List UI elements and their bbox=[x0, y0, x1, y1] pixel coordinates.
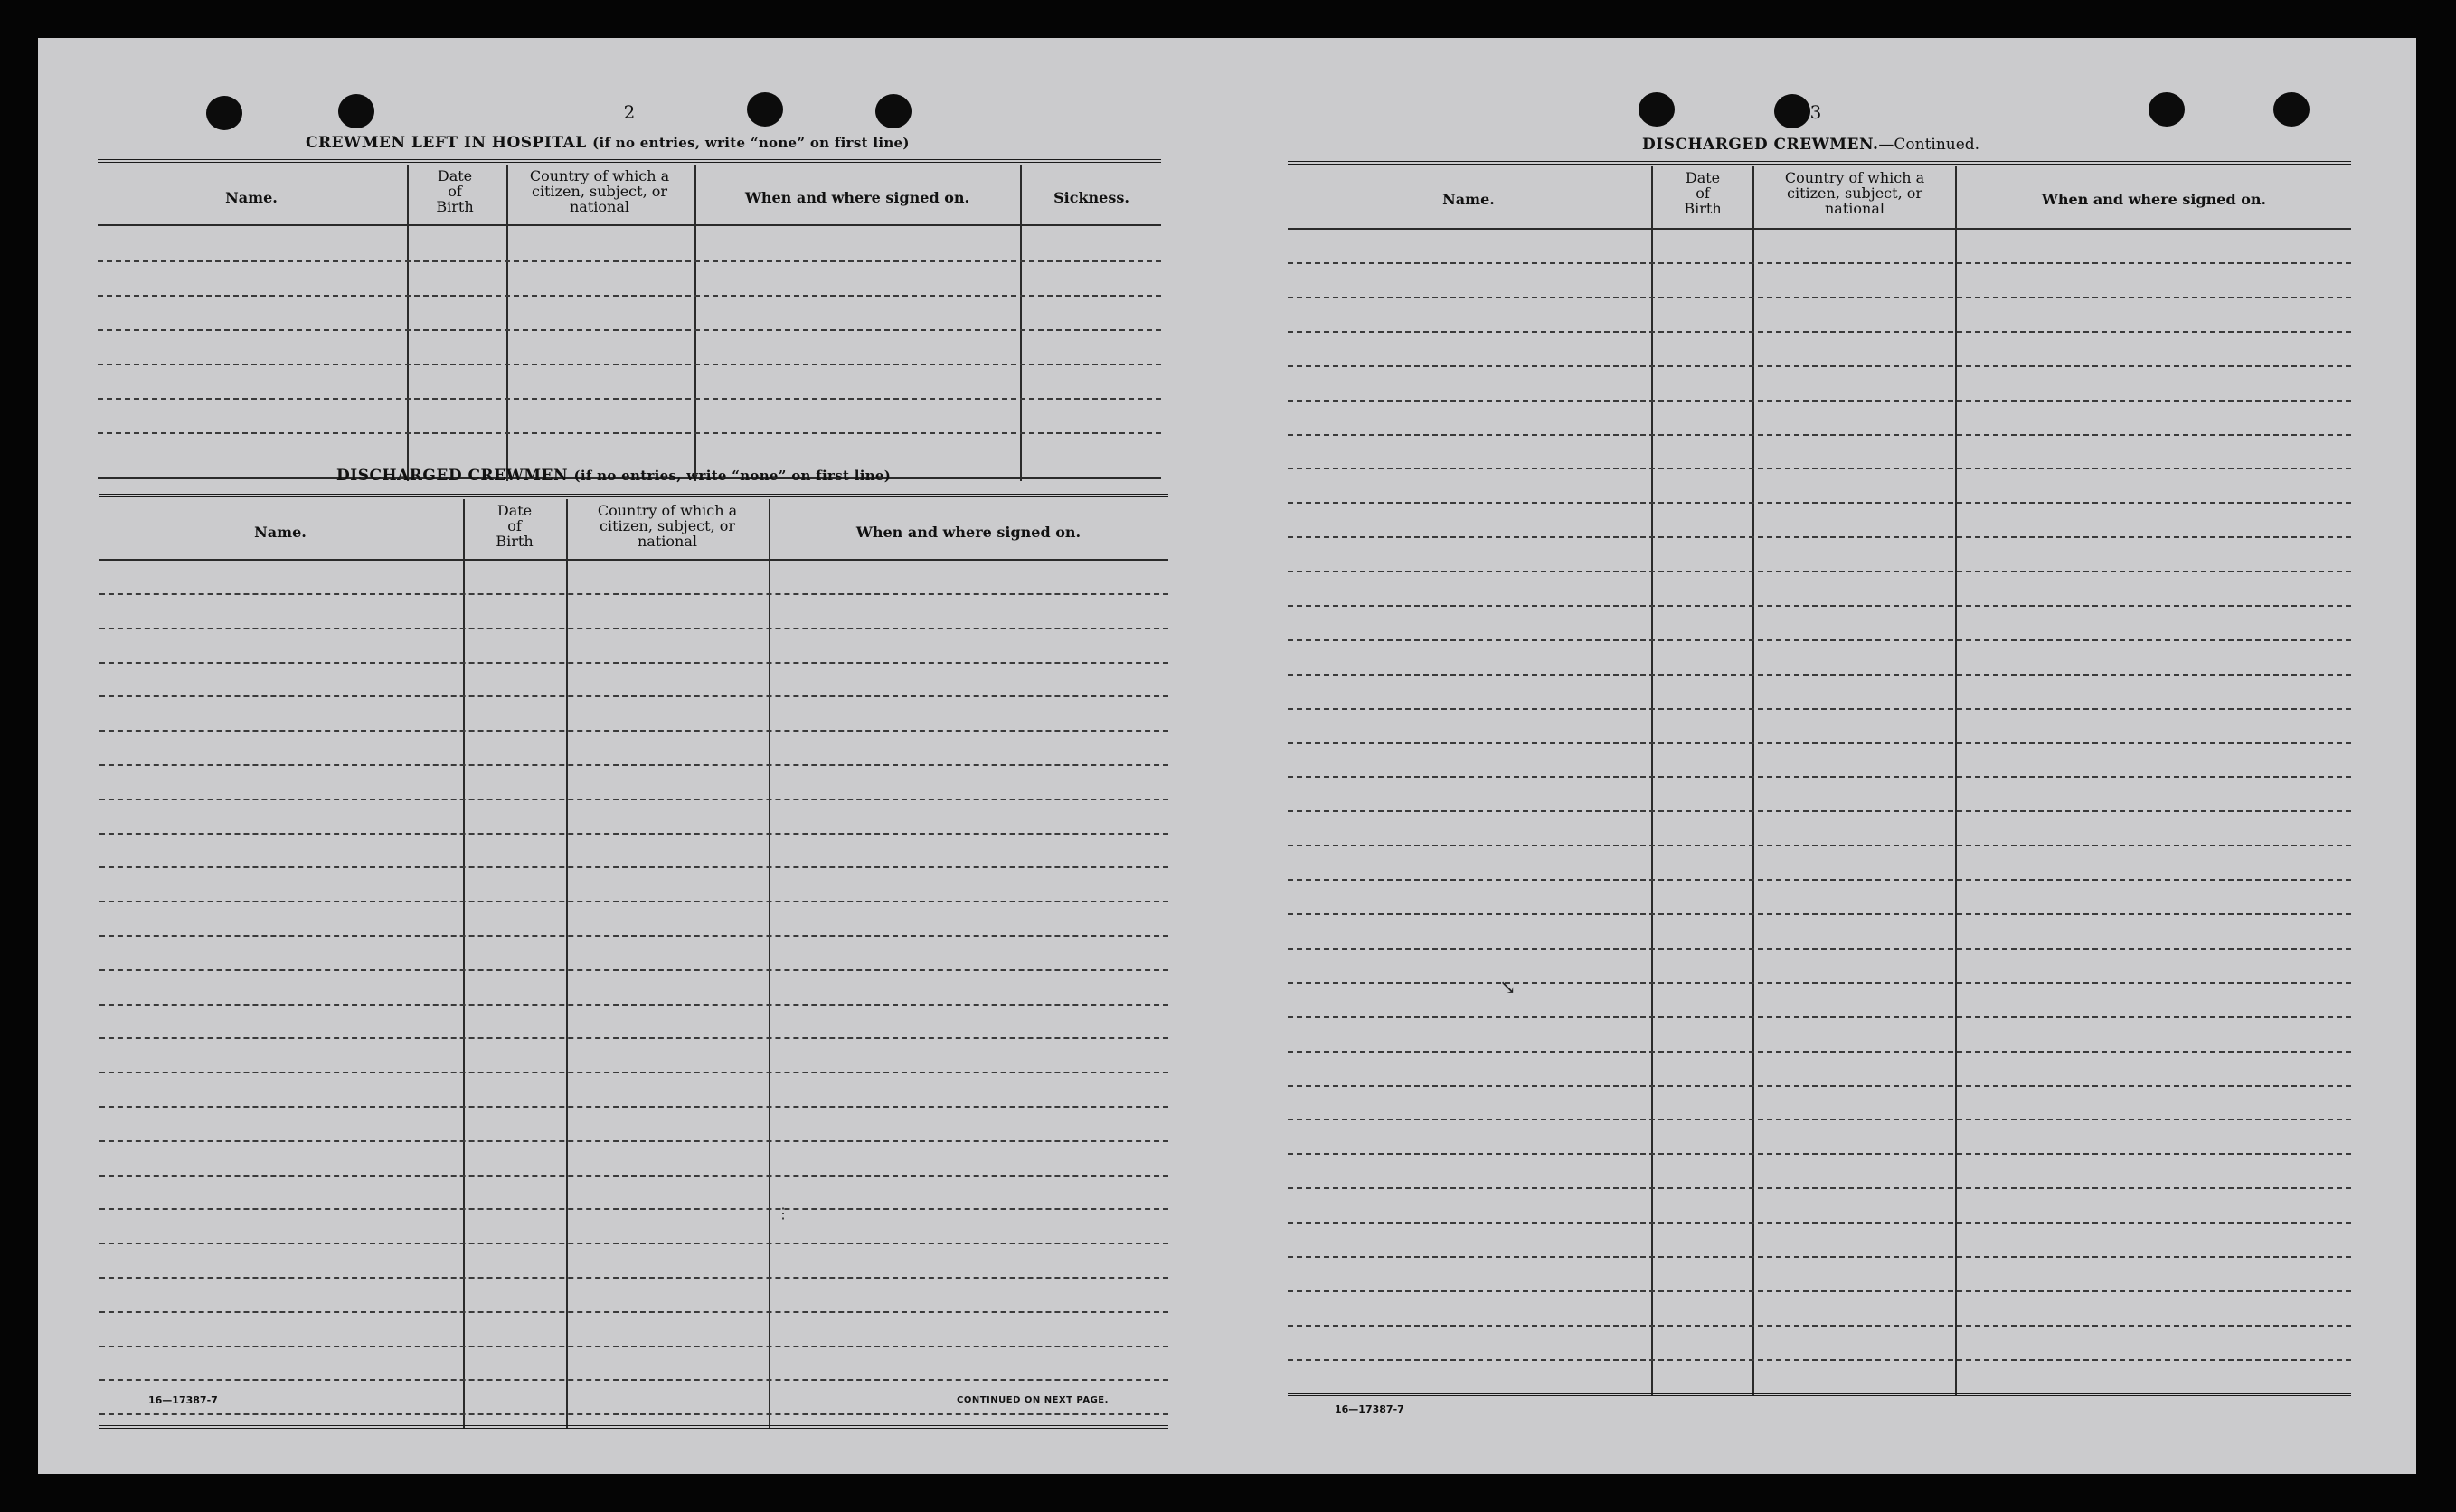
entry-line bbox=[99, 662, 1168, 664]
col-header-signed-on: When and where signed on. bbox=[744, 189, 970, 206]
entry-line bbox=[98, 260, 1161, 262]
right-title-text: DISCHARGED CREWMEN. bbox=[1642, 136, 1879, 154]
page-number-left: 2 bbox=[623, 101, 636, 123]
entry-line bbox=[1288, 810, 2351, 812]
entry-line bbox=[99, 866, 1168, 868]
entry-line bbox=[99, 1175, 1168, 1177]
column-divider bbox=[1752, 166, 1754, 1396]
entry-line bbox=[1288, 605, 2351, 607]
header-bottom-rule bbox=[99, 559, 1168, 561]
table-top-rule bbox=[1288, 161, 2351, 165]
entry-line bbox=[1288, 1222, 2351, 1224]
hospital-section-title bbox=[306, 134, 910, 152]
entry-line bbox=[1288, 742, 2351, 744]
entry-line bbox=[1288, 1187, 2351, 1189]
column-divider bbox=[1955, 166, 1957, 1396]
entry-line bbox=[1288, 639, 2351, 641]
column-divider bbox=[769, 499, 770, 1429]
table-bottom-rule bbox=[99, 1425, 1168, 1429]
punch-hole bbox=[747, 92, 783, 127]
entry-line bbox=[99, 1140, 1168, 1142]
entry-line bbox=[98, 329, 1161, 331]
entry-line bbox=[99, 1037, 1168, 1039]
entry-line bbox=[1288, 331, 2351, 333]
col-header-name: Name. bbox=[1442, 191, 1495, 208]
col-header-country: Country of which a citizen, subject, or national bbox=[597, 502, 738, 550]
entry-line bbox=[98, 295, 1161, 297]
entry-line bbox=[99, 1004, 1168, 1006]
entry-line bbox=[99, 1413, 1168, 1415]
form-code-right: 16—17387-7 bbox=[1335, 1403, 1404, 1415]
entry-line bbox=[1288, 502, 2351, 504]
entry-line bbox=[1288, 297, 2351, 298]
entry-line bbox=[99, 730, 1168, 732]
entry-line bbox=[1288, 1153, 2351, 1155]
entry-line bbox=[1288, 674, 2351, 676]
entry-line bbox=[1288, 536, 2351, 538]
punch-hole bbox=[338, 94, 374, 128]
entry-line bbox=[99, 1277, 1168, 1279]
entry-line bbox=[1288, 400, 2351, 402]
entry-line bbox=[1288, 262, 2351, 264]
entry-line bbox=[1288, 365, 2351, 367]
entry-line bbox=[1288, 1051, 2351, 1053]
table-top-rule bbox=[98, 159, 1161, 163]
entry-line bbox=[1288, 982, 2351, 984]
column-divider bbox=[1651, 166, 1653, 1396]
punch-hole bbox=[875, 94, 912, 128]
hospital-instruction: (if no entries, write “none” on first line) bbox=[592, 135, 910, 151]
entry-line bbox=[1288, 434, 2351, 436]
discharged-table-left bbox=[99, 494, 1168, 1431]
entry-line bbox=[1288, 1290, 2351, 1292]
entry-line bbox=[99, 1072, 1168, 1073]
col-header-dob: Date of Birth bbox=[496, 502, 534, 550]
punch-hole bbox=[1639, 92, 1675, 127]
entry-line bbox=[99, 764, 1168, 766]
header-bottom-rule bbox=[98, 224, 1161, 226]
punch-hole bbox=[2273, 92, 2310, 127]
col-header-sickness: Sickness. bbox=[1053, 189, 1129, 206]
discharged-table-right bbox=[1288, 161, 2351, 1438]
column-divider bbox=[463, 499, 465, 1429]
entry-line bbox=[1288, 1085, 2351, 1087]
hospital-title-text: CREWMEN LEFT IN HOSPITAL bbox=[306, 134, 587, 152]
col-header-name: Name. bbox=[225, 189, 278, 206]
entry-line bbox=[98, 432, 1161, 434]
entry-line bbox=[1288, 1016, 2351, 1018]
entry-line bbox=[1288, 776, 2351, 778]
entry-line bbox=[1288, 845, 2351, 846]
entry-line bbox=[1288, 708, 2351, 710]
page-number-right: 3 bbox=[1809, 101, 1822, 123]
entry-line bbox=[99, 628, 1168, 629]
entry-line bbox=[99, 593, 1168, 595]
stray-mark: ⋮ bbox=[776, 1205, 790, 1222]
col-header-signed-on: When and where signed on. bbox=[855, 524, 1082, 541]
entry-line bbox=[1288, 948, 2351, 950]
entry-line bbox=[1288, 1325, 2351, 1327]
punch-hole bbox=[206, 96, 242, 130]
entry-line bbox=[1288, 468, 2351, 469]
col-header-country: Country of which a citizen, subject, or national bbox=[1784, 169, 1925, 217]
stray-mark: ↘ bbox=[1499, 977, 1516, 999]
header-bottom-rule bbox=[1288, 228, 2351, 230]
entry-line bbox=[99, 969, 1168, 971]
entry-line bbox=[99, 1243, 1168, 1244]
punch-hole bbox=[2149, 92, 2185, 127]
entry-line bbox=[99, 901, 1168, 902]
col-header-country: Country of which a citizen, subject, or national bbox=[529, 167, 670, 215]
right-title-continued: —Continued. bbox=[1878, 136, 1980, 154]
table-top-rule bbox=[99, 494, 1168, 497]
hospital-table bbox=[98, 159, 1161, 483]
discharged-title-text: DISCHARGED CREWMEN bbox=[336, 467, 569, 485]
discharged-instruction: (if no entries, write “none” on first line) bbox=[573, 468, 892, 484]
entry-line bbox=[99, 935, 1168, 937]
entry-line bbox=[1288, 1119, 2351, 1120]
entry-line bbox=[1288, 1256, 2351, 1258]
entry-line bbox=[1288, 1359, 2351, 1361]
entry-line bbox=[98, 398, 1161, 400]
entry-line bbox=[99, 1346, 1168, 1347]
entry-line bbox=[1288, 913, 2351, 915]
entry-line bbox=[99, 1106, 1168, 1108]
column-divider bbox=[566, 499, 568, 1429]
continued-note: CONTINUED ON NEXT PAGE. bbox=[957, 1395, 1109, 1405]
entry-line bbox=[1288, 879, 2351, 881]
entry-line bbox=[98, 364, 1161, 365]
right-section-title bbox=[1642, 136, 1979, 154]
table-bottom-rule bbox=[1288, 1393, 2351, 1396]
entry-line bbox=[99, 1311, 1168, 1313]
col-header-signed-on: When and where signed on. bbox=[2041, 191, 2267, 208]
col-header-dob: Date of Birth bbox=[1684, 169, 1722, 217]
col-header-dob: Date of Birth bbox=[436, 167, 474, 215]
discharged-section-title bbox=[336, 467, 891, 485]
form-code-left: 16—17387-7 bbox=[148, 1394, 218, 1406]
entry-line bbox=[99, 695, 1168, 697]
entry-line bbox=[99, 1208, 1168, 1210]
col-header-name: Name. bbox=[254, 524, 307, 541]
entry-line bbox=[99, 1379, 1168, 1381]
entry-line bbox=[99, 799, 1168, 800]
entry-line bbox=[99, 833, 1168, 835]
scanned-form-paper bbox=[38, 38, 2416, 1474]
entry-line bbox=[1288, 571, 2351, 572]
